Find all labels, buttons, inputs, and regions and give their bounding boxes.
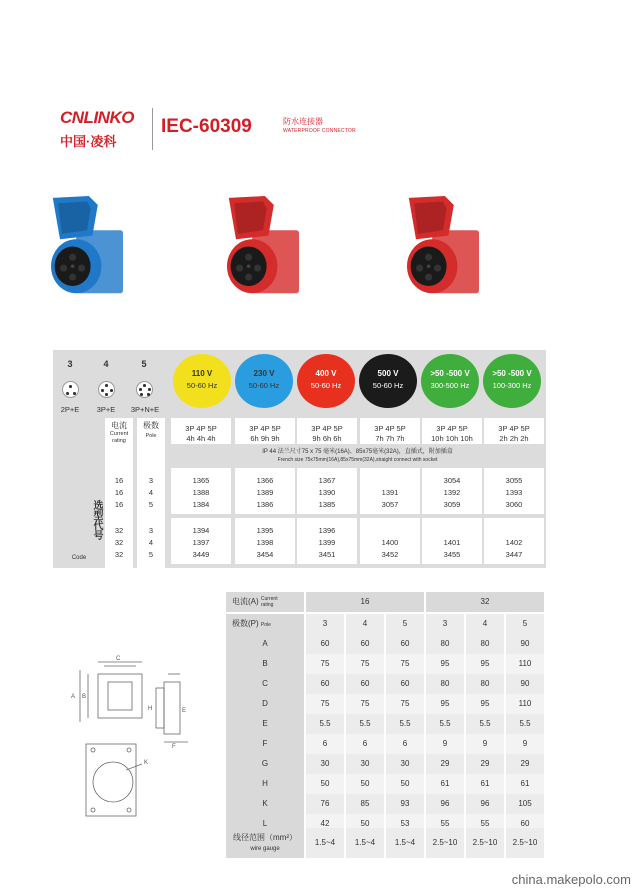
frequency-value: 300-500 Hz bbox=[430, 381, 470, 390]
pole-label-en: Pole bbox=[145, 433, 157, 439]
voltage-value: 400 V bbox=[315, 369, 337, 378]
spec-cell: 6 bbox=[346, 734, 384, 754]
drawing-label-b: B bbox=[82, 694, 87, 700]
pole-header-line1: 3P 4P 5P bbox=[374, 424, 406, 433]
drawing-label-h: H bbox=[148, 706, 153, 712]
spec-row-label: C bbox=[226, 674, 304, 694]
spec-row bbox=[226, 674, 544, 694]
spec-wire-value: 1.5~4 bbox=[386, 828, 424, 858]
spec-cell: 29 bbox=[466, 754, 504, 774]
code-value: 3059 bbox=[443, 500, 461, 509]
code-pole: 3 bbox=[148, 526, 154, 535]
code-current: 16 bbox=[114, 500, 124, 509]
code-pole: 4 bbox=[148, 538, 154, 547]
frequency-value: 50-60 Hz bbox=[186, 381, 218, 390]
socket-photo bbox=[218, 188, 308, 313]
code-value: 3447 bbox=[505, 550, 523, 559]
spec-wire-row bbox=[226, 828, 544, 858]
spec-cell: 5.5 bbox=[346, 714, 384, 734]
spec-cell: 85 bbox=[346, 794, 384, 814]
title-english: WATERPROOF CONNECTOR bbox=[283, 128, 356, 134]
spec-wire-value: 1.5~4 bbox=[346, 828, 384, 858]
frequency-value: 100-300 Hz bbox=[492, 381, 532, 390]
spec-cell: 110 bbox=[506, 694, 544, 714]
socket-photo bbox=[398, 188, 488, 313]
spec-cell: 9 bbox=[426, 734, 464, 754]
code-value: 1399 bbox=[318, 538, 336, 547]
spec-cell: 75 bbox=[386, 694, 424, 714]
spec-row-label: K bbox=[226, 794, 304, 814]
drawing-label-k: K bbox=[144, 760, 149, 766]
code-value: 1401 bbox=[443, 538, 461, 547]
spec-row bbox=[226, 734, 544, 754]
frequency-value: 50-60 Hz bbox=[248, 381, 280, 390]
code-value: 1390 bbox=[318, 488, 336, 497]
spec-cell: 75 bbox=[306, 694, 344, 714]
spec-cell: 60 bbox=[386, 674, 424, 694]
pole-header-line2: 2h 2h 2h bbox=[499, 434, 529, 443]
code-value: 1389 bbox=[256, 488, 274, 497]
code-current: 16 bbox=[114, 488, 124, 497]
voltage-value: 230 V bbox=[253, 369, 275, 378]
spec-row bbox=[226, 714, 544, 734]
code-value: 3452 bbox=[381, 550, 399, 559]
spec-pole-label bbox=[226, 614, 304, 634]
spec-cell: 105 bbox=[506, 794, 544, 814]
code-value: 3060 bbox=[505, 500, 523, 509]
spec-current-en: Current rating bbox=[260, 595, 278, 608]
code-pole: 4 bbox=[148, 488, 154, 497]
code-current: 16 bbox=[114, 476, 124, 485]
spec-cell: 60 bbox=[346, 674, 384, 694]
spec-row bbox=[226, 774, 544, 794]
spec-cell: 29 bbox=[426, 754, 464, 774]
pole-header-line2: 4h 4h 4h bbox=[186, 434, 216, 443]
code-current: 32 bbox=[114, 550, 124, 559]
voltage-value: 500 V bbox=[377, 369, 399, 378]
spec-cell: 60 bbox=[346, 634, 384, 654]
spec-row-label: A bbox=[226, 634, 304, 654]
code-value: 1386 bbox=[256, 500, 274, 509]
spec-cell: 29 bbox=[506, 754, 544, 774]
spec-pole-value: 4 bbox=[466, 614, 504, 634]
spec-row bbox=[226, 794, 544, 814]
spec-cell: 5.5 bbox=[426, 714, 464, 734]
voltage-badge bbox=[359, 354, 417, 408]
logo-wordmark: CNLINKO bbox=[60, 108, 134, 127]
spec-current-label bbox=[226, 592, 304, 612]
voltage-value: >50 -500 V bbox=[430, 369, 470, 378]
spec-cell: 42 bbox=[306, 814, 344, 834]
pin-count-3: 3 bbox=[67, 359, 73, 369]
spec-cell: 95 bbox=[426, 654, 464, 674]
pin-diagram-3 bbox=[62, 381, 79, 398]
spec-row-label: D bbox=[226, 694, 304, 714]
spec-cell: 80 bbox=[466, 634, 504, 654]
code-value: 1384 bbox=[192, 500, 210, 509]
spec-cell: 60 bbox=[506, 814, 544, 834]
drawing-label-c: C bbox=[116, 656, 121, 662]
code-value: 3455 bbox=[443, 550, 461, 559]
spec-row bbox=[226, 754, 544, 774]
pole-header-line2: 10h 10h 10h bbox=[431, 434, 473, 443]
drawing-label-a: A bbox=[71, 694, 76, 700]
spec-cell: 61 bbox=[426, 774, 464, 794]
spec-cell: 30 bbox=[346, 754, 384, 774]
code-value: 1400 bbox=[381, 538, 399, 547]
code-value: 1402 bbox=[505, 538, 523, 547]
spec-cell: 50 bbox=[386, 774, 424, 794]
spec-wire-label bbox=[226, 828, 304, 858]
code-label-cn: 选型代号 bbox=[91, 500, 102, 540]
spec-cell: 5.5 bbox=[306, 714, 344, 734]
pin-label-4: 3P+E bbox=[96, 405, 116, 414]
code-current: 32 bbox=[114, 538, 124, 547]
pole-header-line1: 3P 4P 5P bbox=[185, 424, 217, 433]
table-note-en: French size 75x75mm(16A),85x75mm(32A),straight connect with socket bbox=[277, 457, 438, 463]
code-value: 3057 bbox=[381, 500, 399, 509]
code-value: 1391 bbox=[381, 488, 399, 497]
drawing-label-f: F bbox=[172, 744, 176, 750]
pin-label-3: 2P+E bbox=[60, 405, 80, 414]
spec-pole-value: 4 bbox=[346, 614, 384, 634]
code-value: 1397 bbox=[192, 538, 210, 547]
code-value: 1388 bbox=[192, 488, 210, 497]
spec-row bbox=[226, 634, 544, 654]
spec-cell: 53 bbox=[386, 814, 424, 834]
voltage-value: >50 -500 V bbox=[492, 369, 532, 378]
spec-cell: 55 bbox=[466, 814, 504, 834]
pole-header-line1: 3P 4P 5P bbox=[436, 424, 468, 433]
logo-subtitle: 中国·凌科 bbox=[60, 134, 117, 149]
spec-cell: 75 bbox=[306, 654, 344, 674]
spec-cell: 90 bbox=[506, 634, 544, 654]
spec-wire-value: 1.5~4 bbox=[306, 828, 344, 858]
code-pole: 5 bbox=[148, 500, 154, 509]
spec-current-32: 32 bbox=[426, 592, 544, 612]
frequency-value: 50-60 Hz bbox=[372, 381, 404, 390]
socket-photo bbox=[42, 188, 132, 313]
spec-cell: 30 bbox=[386, 754, 424, 774]
spec-current-cn: 电流(A) bbox=[232, 597, 259, 606]
code-value: 3449 bbox=[192, 550, 210, 559]
spec-cell: 5.5 bbox=[506, 714, 544, 734]
spec-current-16: 16 bbox=[306, 592, 424, 612]
code-value: 1365 bbox=[192, 476, 210, 485]
spec-row-label: G bbox=[226, 754, 304, 774]
spec-cell: 6 bbox=[306, 734, 344, 754]
pole-header-line1: 3P 4P 5P bbox=[311, 424, 343, 433]
spec-cell: 61 bbox=[466, 774, 504, 794]
voltage-value: 110 V bbox=[191, 369, 213, 378]
spec-cell: 95 bbox=[466, 654, 504, 674]
spec-pole-value: 3 bbox=[426, 614, 464, 634]
drawing-label-e: E bbox=[182, 708, 187, 714]
spec-cell: 96 bbox=[466, 794, 504, 814]
code-value: 3055 bbox=[505, 476, 523, 485]
watermark: china.makepolo.com bbox=[511, 872, 631, 887]
standard-title: IEC-60309 bbox=[161, 116, 252, 137]
code-value: 1367 bbox=[318, 476, 336, 485]
voltage-badge bbox=[297, 354, 355, 408]
spec-cell: 80 bbox=[426, 674, 464, 694]
code-value: 1394 bbox=[192, 526, 210, 535]
code-pole: 3 bbox=[148, 476, 154, 485]
voltage-badge bbox=[235, 354, 293, 408]
code-value: 3054 bbox=[443, 476, 461, 485]
frequency-value: 50-60 Hz bbox=[310, 381, 342, 390]
code-value: 1393 bbox=[505, 488, 523, 497]
spec-cell: 90 bbox=[506, 674, 544, 694]
pin-diagram-4 bbox=[98, 381, 115, 398]
voltage-badge bbox=[421, 354, 479, 408]
dimension-drawing bbox=[68, 652, 218, 827]
pole-header-line1: 3P 4P 5P bbox=[249, 424, 281, 433]
spec-cell: 95 bbox=[466, 694, 504, 714]
code-value: 1395 bbox=[256, 526, 274, 535]
table-note-cn: IP 44 法兰尺寸75 x 75 毫米(16A)、85x75毫米(32A)，直插式，附加插盒 bbox=[262, 449, 453, 455]
code-pole: 5 bbox=[148, 550, 154, 559]
spec-cell: 60 bbox=[306, 674, 344, 694]
code-value: 3451 bbox=[318, 550, 336, 559]
code-value: 1392 bbox=[443, 488, 461, 497]
spec-cell: 9 bbox=[466, 734, 504, 754]
spec-cell: 60 bbox=[386, 634, 424, 654]
spec-row-label: B bbox=[226, 654, 304, 674]
spec-cell: 75 bbox=[346, 694, 384, 714]
selection-table bbox=[53, 350, 546, 568]
pole-header-line2: 9h 6h 6h bbox=[312, 434, 342, 443]
voltage-badge bbox=[173, 354, 231, 408]
spec-cell: 60 bbox=[306, 634, 344, 654]
spec-row-label: F bbox=[226, 734, 304, 754]
spec-cell: 55 bbox=[426, 814, 464, 834]
code-value: 1396 bbox=[318, 526, 336, 535]
spec-cell: 5.5 bbox=[386, 714, 424, 734]
pin-diagram-5 bbox=[136, 381, 153, 398]
current-label-cn: 电流 bbox=[111, 421, 127, 430]
spec-wire-cn: 线径范围（mm²） bbox=[233, 833, 297, 842]
pin-count-4: 4 bbox=[103, 359, 109, 369]
spec-row bbox=[226, 654, 544, 674]
spec-wire-value: 2.5~10 bbox=[426, 828, 464, 858]
spec-cell: 5.5 bbox=[466, 714, 504, 734]
pole-label-cn: 极数 bbox=[143, 421, 159, 430]
spec-pole-value: 3 bbox=[306, 614, 344, 634]
brand-logo bbox=[60, 108, 150, 148]
spec-cell: 93 bbox=[386, 794, 424, 814]
current-label-en: Current rating bbox=[109, 431, 129, 444]
spec-pole-value: 5 bbox=[386, 614, 424, 634]
pin-count-5: 5 bbox=[141, 359, 147, 369]
spec-cell: 50 bbox=[346, 774, 384, 794]
spec-cell: 50 bbox=[346, 814, 384, 834]
pin-label-5: 3P+N+E bbox=[130, 405, 160, 414]
spec-cell: 76 bbox=[306, 794, 344, 814]
pole-header-line2: 6h 9h 9h bbox=[250, 434, 280, 443]
spec-cell: 61 bbox=[506, 774, 544, 794]
code-label-en: Code bbox=[71, 555, 87, 561]
pole-header-line2: 7h 7h 7h bbox=[375, 434, 405, 443]
spec-current-row bbox=[226, 592, 544, 612]
spec-row-label: H bbox=[226, 774, 304, 794]
spec-cell: 30 bbox=[306, 754, 344, 774]
spec-wire-value: 2.5~10 bbox=[506, 828, 544, 858]
spec-wire-value: 2.5~10 bbox=[466, 828, 504, 858]
spec-cell: 96 bbox=[426, 794, 464, 814]
spec-pole-cn: 极数(P) bbox=[232, 619, 259, 628]
spec-pole-en: Pole bbox=[260, 622, 271, 628]
spec-row-label: E bbox=[226, 714, 304, 734]
pole-header-line1: 3P 4P 5P bbox=[498, 424, 530, 433]
spec-cell: 6 bbox=[386, 734, 424, 754]
code-value: 3454 bbox=[256, 550, 274, 559]
spec-cell: 95 bbox=[426, 694, 464, 714]
spec-pole-value: 5 bbox=[506, 614, 544, 634]
voltage-badge bbox=[483, 354, 541, 408]
spec-row-label: L bbox=[226, 814, 304, 834]
code-value: 1385 bbox=[318, 500, 336, 509]
code-current: 32 bbox=[114, 526, 124, 535]
spec-cell: 80 bbox=[426, 634, 464, 654]
spec-row bbox=[226, 694, 544, 714]
spec-wire-en: wire gauge bbox=[250, 846, 280, 852]
code-value: 1366 bbox=[256, 476, 274, 485]
spec-cell: 75 bbox=[386, 654, 424, 674]
title-chinese: 防水连接器 bbox=[283, 117, 323, 126]
spec-cell: 9 bbox=[506, 734, 544, 754]
spec-pole-row bbox=[226, 614, 544, 634]
spec-cell: 50 bbox=[306, 774, 344, 794]
header-divider bbox=[152, 108, 153, 150]
spec-cell: 110 bbox=[506, 654, 544, 674]
code-value: 1398 bbox=[256, 538, 274, 547]
spec-cell: 80 bbox=[466, 674, 504, 694]
spec-cell: 75 bbox=[346, 654, 384, 674]
